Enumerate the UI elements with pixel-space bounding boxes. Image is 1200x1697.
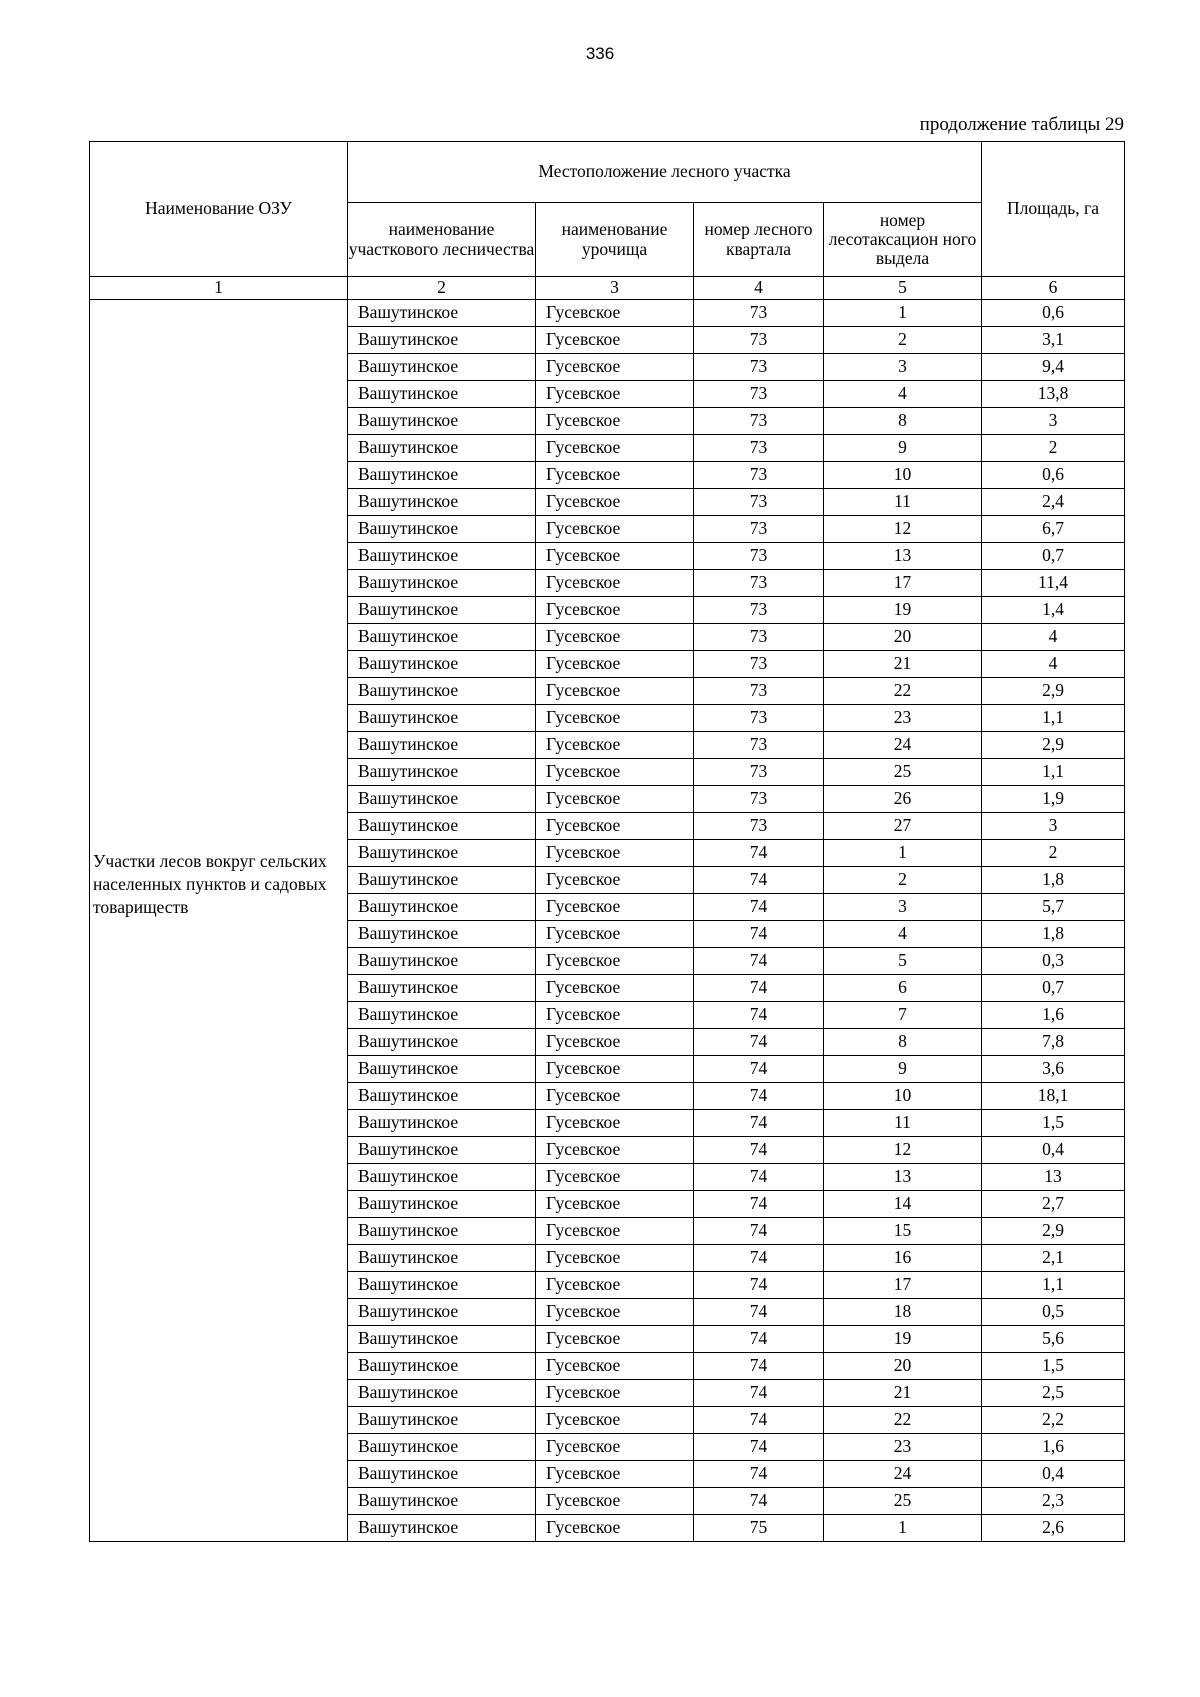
cell-quarter: 74 [694, 1353, 824, 1380]
cell-forestry: Вашутинское [348, 867, 536, 894]
cell-forestry: Вашутинское [348, 678, 536, 705]
cell-quarter: 74 [694, 1191, 824, 1218]
cell-quarter: 74 [694, 1326, 824, 1353]
cell-quarter: 74 [694, 1461, 824, 1488]
cell-forestry: Вашутинское [348, 1191, 536, 1218]
header-tract: наименование урочища [536, 203, 694, 277]
cell-forestry: Вашутинское [348, 813, 536, 840]
cell-quarter: 73 [694, 489, 824, 516]
cell-quarter: 74 [694, 1245, 824, 1272]
cell-forestry: Вашутинское [348, 1326, 536, 1353]
cell-quarter: 74 [694, 1056, 824, 1083]
cell-forestry: Вашутинское [348, 1488, 536, 1515]
cell-quarter: 73 [694, 543, 824, 570]
cell-area: 2,2 [982, 1407, 1125, 1434]
cell-quarter: 74 [694, 975, 824, 1002]
column-number-row [90, 277, 1125, 300]
cell-plot: 17 [824, 1272, 982, 1299]
cell-forestry: Вашутинское [348, 1083, 536, 1110]
cell-forestry: Вашутинское [348, 1461, 536, 1488]
cell-forestry: Вашутинское [348, 1218, 536, 1245]
cell-tract: Гусевское [536, 948, 694, 975]
cell-forestry: Вашутинское [348, 1137, 536, 1164]
cell-forestry: Вашутинское [348, 327, 536, 354]
column-number: 5 [824, 277, 982, 300]
cell-quarter: 73 [694, 597, 824, 624]
cell-tract: Гусевское [536, 1488, 694, 1515]
cell-plot: 15 [824, 1218, 982, 1245]
cell-forestry: Вашутинское [348, 1434, 536, 1461]
cell-tract: Гусевское [536, 1029, 694, 1056]
cell-forestry: Вашутинское [348, 705, 536, 732]
cell-area: 1,5 [982, 1353, 1125, 1380]
cell-tract: Гусевское [536, 867, 694, 894]
cell-quarter: 74 [694, 1407, 824, 1434]
cell-area: 1,6 [982, 1002, 1125, 1029]
cell-tract: Гусевское [536, 1056, 694, 1083]
cell-quarter: 73 [694, 705, 824, 732]
cell-area: 2 [982, 840, 1125, 867]
cell-area: 1,8 [982, 867, 1125, 894]
cell-forestry: Вашутинское [348, 1029, 536, 1056]
cell-tract: Гусевское [536, 651, 694, 678]
cell-quarter: 73 [694, 381, 824, 408]
cell-area: 0,5 [982, 1299, 1125, 1326]
cell-area: 5,6 [982, 1326, 1125, 1353]
header-quarter: номер лесного квартала [694, 203, 824, 277]
cell-area: 2,1 [982, 1245, 1125, 1272]
cell-quarter: 74 [694, 1002, 824, 1029]
cell-area: 4 [982, 624, 1125, 651]
cell-quarter: 74 [694, 921, 824, 948]
cell-forestry: Вашутинское [348, 300, 536, 327]
forest-plots-table [89, 141, 1125, 1542]
header-location-group: Местоположение лесного участка [348, 142, 982, 203]
cell-tract: Гусевское [536, 1002, 694, 1029]
cell-forestry: Вашутинское [348, 1245, 536, 1272]
cell-tract: Гусевское [536, 975, 694, 1002]
cell-tract: Гусевское [536, 381, 694, 408]
cell-plot: 24 [824, 732, 982, 759]
cell-area: 2,5 [982, 1380, 1125, 1407]
cell-quarter: 75 [694, 1515, 824, 1542]
cell-plot: 11 [824, 1110, 982, 1137]
cell-forestry: Вашутинское [348, 435, 536, 462]
cell-forestry: Вашутинское [348, 381, 536, 408]
cell-tract: Гусевское [536, 543, 694, 570]
cell-area: 1,9 [982, 786, 1125, 813]
cell-area: 4 [982, 651, 1125, 678]
cell-plot: 9 [824, 435, 982, 462]
cell-quarter: 73 [694, 516, 824, 543]
cell-plot: 10 [824, 462, 982, 489]
cell-area: 9,4 [982, 354, 1125, 381]
cell-plot: 17 [824, 570, 982, 597]
header-plot: номер лесотаксацион ного выдела [824, 203, 982, 277]
cell-tract: Гусевское [536, 1272, 694, 1299]
column-number: 3 [536, 277, 694, 300]
cell-forestry: Вашутинское [348, 948, 536, 975]
cell-quarter: 73 [694, 462, 824, 489]
cell-plot: 13 [824, 543, 982, 570]
cell-quarter: 73 [694, 813, 824, 840]
cell-area: 2,9 [982, 678, 1125, 705]
cell-area: 3,6 [982, 1056, 1125, 1083]
cell-plot: 18 [824, 1299, 982, 1326]
cell-quarter: 73 [694, 678, 824, 705]
cell-plot: 3 [824, 354, 982, 381]
cell-forestry: Вашутинское [348, 1110, 536, 1137]
cell-area: 0,3 [982, 948, 1125, 975]
cell-plot: 22 [824, 678, 982, 705]
cell-forestry: Вашутинское [348, 570, 536, 597]
cell-tract: Гусевское [536, 1218, 694, 1245]
cell-quarter: 74 [694, 1083, 824, 1110]
cell-tract: Гусевское [536, 705, 694, 732]
cell-quarter: 74 [694, 1272, 824, 1299]
ozu-name-cell [90, 300, 348, 1542]
cell-plot: 10 [824, 1083, 982, 1110]
cell-tract: Гусевское [536, 570, 694, 597]
cell-quarter: 74 [694, 1137, 824, 1164]
cell-plot: 6 [824, 975, 982, 1002]
cell-area: 2,7 [982, 1191, 1125, 1218]
cell-quarter: 73 [694, 570, 824, 597]
cell-tract: Гусевское [536, 597, 694, 624]
cell-quarter: 74 [694, 1488, 824, 1515]
cell-plot: 1 [824, 1515, 982, 1542]
column-number: 6 [982, 277, 1125, 300]
cell-quarter: 74 [694, 1164, 824, 1191]
cell-tract: Гусевское [536, 1083, 694, 1110]
cell-tract: Гусевское [536, 732, 694, 759]
cell-tract: Гусевское [536, 516, 694, 543]
cell-plot: 14 [824, 1191, 982, 1218]
cell-area: 2,3 [982, 1488, 1125, 1515]
cell-tract: Гусевское [536, 786, 694, 813]
cell-quarter: 73 [694, 732, 824, 759]
cell-forestry: Вашутинское [348, 597, 536, 624]
cell-forestry: Вашутинское [348, 489, 536, 516]
cell-tract: Гусевское [536, 1299, 694, 1326]
cell-area: 2,4 [982, 489, 1125, 516]
cell-plot: 23 [824, 705, 982, 732]
cell-forestry: Вашутинское [348, 1272, 536, 1299]
cell-plot: 25 [824, 759, 982, 786]
cell-area: 6,7 [982, 516, 1125, 543]
cell-plot: 9 [824, 1056, 982, 1083]
cell-forestry: Вашутинское [348, 975, 536, 1002]
cell-area: 0,4 [982, 1461, 1125, 1488]
cell-area: 5,7 [982, 894, 1125, 921]
cell-area: 2,9 [982, 732, 1125, 759]
cell-area: 1,1 [982, 759, 1125, 786]
cell-forestry: Вашутинское [348, 1380, 536, 1407]
cell-tract: Гусевское [536, 1164, 694, 1191]
cell-area: 13 [982, 1164, 1125, 1191]
cell-forestry: Вашутинское [348, 786, 536, 813]
cell-plot: 12 [824, 516, 982, 543]
cell-area: 3 [982, 813, 1125, 840]
cell-plot: 24 [824, 1461, 982, 1488]
cell-quarter: 74 [694, 1299, 824, 1326]
cell-area: 1,1 [982, 705, 1125, 732]
cell-area: 1,8 [982, 921, 1125, 948]
cell-area: 18,1 [982, 1083, 1125, 1110]
cell-forestry: Вашутинское [348, 1515, 536, 1542]
cell-area: 0,7 [982, 543, 1125, 570]
cell-plot: 26 [824, 786, 982, 813]
cell-forestry: Вашутинское [348, 1056, 536, 1083]
cell-tract: Гусевское [536, 489, 694, 516]
cell-tract: Гусевское [536, 1326, 694, 1353]
cell-tract: Гусевское [536, 327, 694, 354]
cell-tract: Гусевское [536, 1191, 694, 1218]
cell-tract: Гусевское [536, 1110, 694, 1137]
column-number: 1 [90, 277, 348, 300]
cell-plot: 21 [824, 1380, 982, 1407]
cell-area: 0,7 [982, 975, 1125, 1002]
ozu-name-value: Участки лесов вокруг сельских населенных пунктов и садовых товариществ [93, 851, 327, 917]
cell-area: 0,6 [982, 462, 1125, 489]
cell-area: 2,9 [982, 1218, 1125, 1245]
cell-forestry: Вашутинское [348, 624, 536, 651]
cell-tract: Гусевское [536, 678, 694, 705]
cell-forestry: Вашутинское [348, 354, 536, 381]
cell-plot: 7 [824, 1002, 982, 1029]
cell-plot: 21 [824, 651, 982, 678]
cell-area: 1,6 [982, 1434, 1125, 1461]
cell-area: 1,1 [982, 1272, 1125, 1299]
cell-forestry: Вашутинское [348, 1407, 536, 1434]
cell-forestry: Вашутинское [348, 408, 536, 435]
cell-tract: Гусевское [536, 354, 694, 381]
cell-plot: 3 [824, 894, 982, 921]
cell-plot: 8 [824, 408, 982, 435]
cell-forestry: Вашутинское [348, 516, 536, 543]
cell-tract: Гусевское [536, 1137, 694, 1164]
cell-area: 1,5 [982, 1110, 1125, 1137]
cell-tract: Гусевское [536, 759, 694, 786]
cell-forestry: Вашутинское [348, 1299, 536, 1326]
cell-quarter: 74 [694, 1110, 824, 1137]
cell-forestry: Вашутинское [348, 894, 536, 921]
cell-area: 13,8 [982, 381, 1125, 408]
table-row [90, 300, 1125, 327]
cell-tract: Гусевское [536, 1461, 694, 1488]
cell-forestry: Вашутинское [348, 1164, 536, 1191]
cell-tract: Гусевское [536, 1245, 694, 1272]
cell-quarter: 73 [694, 327, 824, 354]
header-forestry: наименование участкового лесничества [348, 203, 536, 277]
cell-quarter: 74 [694, 1434, 824, 1461]
cell-tract: Гусевское [536, 624, 694, 651]
cell-forestry: Вашутинское [348, 759, 536, 786]
cell-plot: 27 [824, 813, 982, 840]
cell-quarter: 73 [694, 786, 824, 813]
cell-area: 0,4 [982, 1137, 1125, 1164]
cell-quarter: 73 [694, 435, 824, 462]
cell-quarter: 74 [694, 1029, 824, 1056]
cell-tract: Гусевское [536, 894, 694, 921]
cell-tract: Гусевское [536, 408, 694, 435]
header-ozu-name: Наименование ОЗУ [90, 142, 348, 277]
cell-area: 11,4 [982, 570, 1125, 597]
cell-plot: 2 [824, 867, 982, 894]
cell-plot: 2 [824, 327, 982, 354]
column-number: 4 [694, 277, 824, 300]
cell-forestry: Вашутинское [348, 732, 536, 759]
cell-forestry: Вашутинское [348, 921, 536, 948]
cell-plot: 16 [824, 1245, 982, 1272]
cell-area: 3,1 [982, 327, 1125, 354]
cell-tract: Гусевское [536, 1407, 694, 1434]
cell-area: 2 [982, 435, 1125, 462]
cell-area: 0,6 [982, 300, 1125, 327]
cell-plot: 20 [824, 1353, 982, 1380]
cell-area: 1,4 [982, 597, 1125, 624]
header-area: Площадь, га [982, 142, 1125, 277]
cell-tract: Гусевское [536, 1515, 694, 1542]
cell-quarter: 73 [694, 354, 824, 381]
cell-area: 7,8 [982, 1029, 1125, 1056]
cell-forestry: Вашутинское [348, 840, 536, 867]
cell-plot: 5 [824, 948, 982, 975]
cell-plot: 22 [824, 1407, 982, 1434]
cell-quarter: 74 [694, 1218, 824, 1245]
cell-plot: 13 [824, 1164, 982, 1191]
page-number: 336 [585, 44, 615, 63]
cell-quarter: 73 [694, 300, 824, 327]
cell-tract: Гусевское [536, 1353, 694, 1380]
cell-plot: 23 [824, 1434, 982, 1461]
cell-quarter: 74 [694, 894, 824, 921]
cell-quarter: 73 [694, 759, 824, 786]
cell-quarter: 74 [694, 948, 824, 975]
cell-tract: Гусевское [536, 1434, 694, 1461]
cell-area: 2,6 [982, 1515, 1125, 1542]
cell-tract: Гусевское [536, 462, 694, 489]
cell-plot: 19 [824, 597, 982, 624]
cell-forestry: Вашутинское [348, 1002, 536, 1029]
table-continuation-label: продолжение таблицы 29 [919, 114, 1124, 135]
cell-plot: 1 [824, 840, 982, 867]
cell-plot: 20 [824, 624, 982, 651]
cell-plot: 4 [824, 381, 982, 408]
cell-plot: 25 [824, 1488, 982, 1515]
cell-forestry: Вашутинское [348, 462, 536, 489]
cell-quarter: 74 [694, 840, 824, 867]
cell-tract: Гусевское [536, 1380, 694, 1407]
cell-tract: Гусевское [536, 813, 694, 840]
cell-tract: Гусевское [536, 300, 694, 327]
cell-area: 3 [982, 408, 1125, 435]
cell-plot: 8 [824, 1029, 982, 1056]
cell-plot: 1 [824, 300, 982, 327]
cell-tract: Гусевское [536, 435, 694, 462]
cell-plot: 12 [824, 1137, 982, 1164]
cell-plot: 11 [824, 489, 982, 516]
cell-forestry: Вашутинское [348, 651, 536, 678]
cell-plot: 4 [824, 921, 982, 948]
cell-tract: Гусевское [536, 921, 694, 948]
cell-quarter: 73 [694, 651, 824, 678]
cell-forestry: Вашутинское [348, 1353, 536, 1380]
cell-quarter: 74 [694, 1380, 824, 1407]
column-number: 2 [348, 277, 536, 300]
cell-quarter: 73 [694, 624, 824, 651]
cell-tract: Гусевское [536, 840, 694, 867]
cell-quarter: 74 [694, 867, 824, 894]
cell-plot: 19 [824, 1326, 982, 1353]
cell-quarter: 73 [694, 408, 824, 435]
cell-forestry: Вашутинское [348, 543, 536, 570]
